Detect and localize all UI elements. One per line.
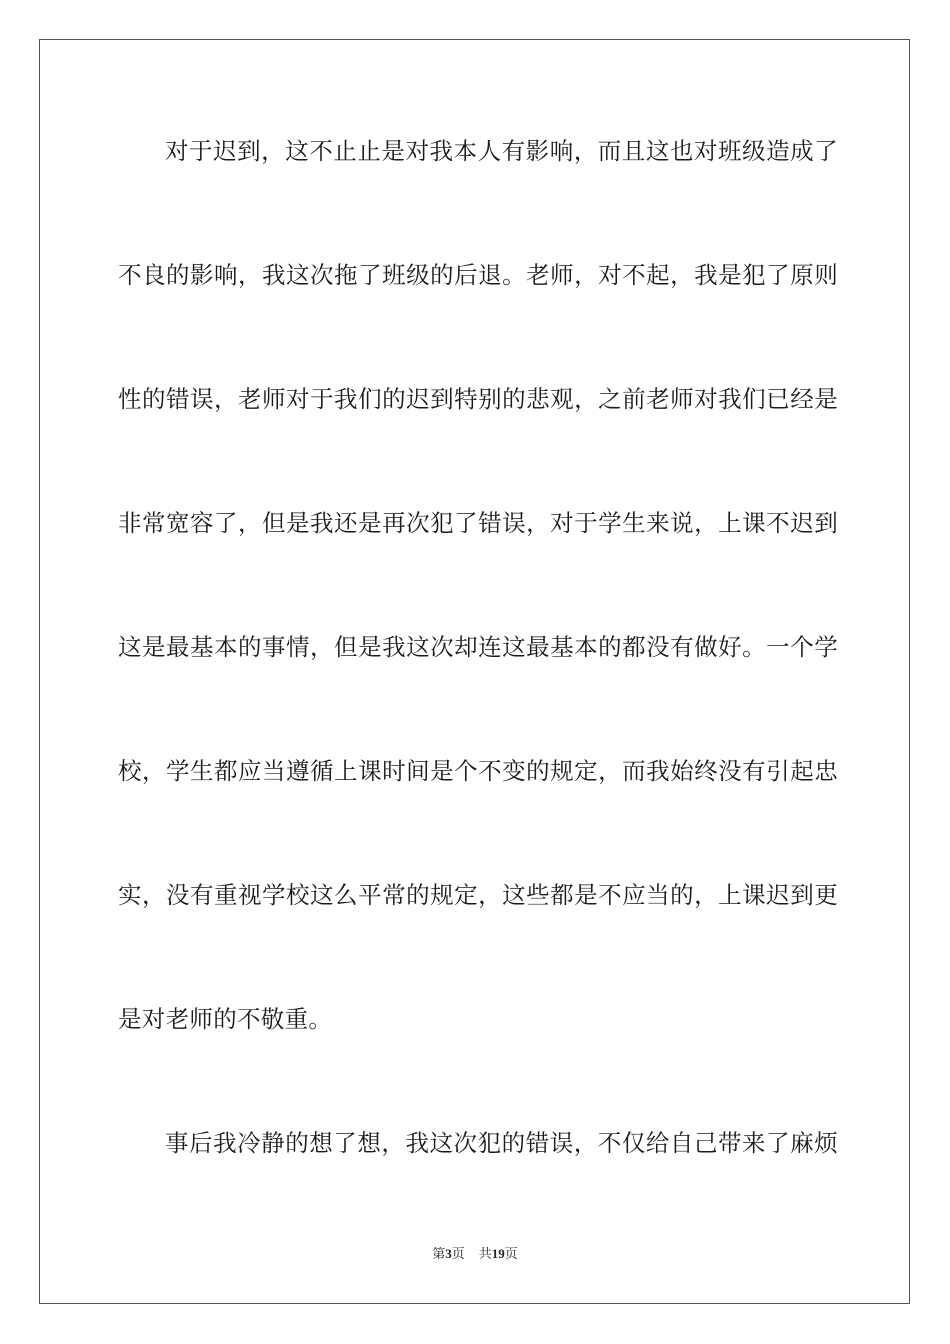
paragraph-2-line-1: 事后我冷静的想了想，我这次犯的错误，不仅给自己带来了麻烦 xyxy=(165,1129,838,1157)
paragraph-1-line-8: 是对老师的不敬重。 xyxy=(118,1005,333,1033)
paragraph-1-line-7: 实，没有重视学校这么平常的规定，这些都是不应当的，上课迟到更 xyxy=(118,881,838,909)
page-footer xyxy=(0,1245,950,1263)
footer-total-number: 19 xyxy=(491,1246,505,1261)
footer-page-number: 3 xyxy=(445,1246,452,1261)
paragraph-1-line-2: 不良的影响，我这次拖了班级的后退。老师，对不起，我是犯了原则 xyxy=(118,261,838,289)
footer-total-prefix: 共 xyxy=(478,1246,492,1261)
paragraph-1-line-6: 校，学生都应当遵循上课时间是个不变的规定，而我始终没有引起忠 xyxy=(118,757,838,785)
paragraph-1-line-3: 性的错误，老师对于我们的迟到特别的悲观，之前老师对我们已经是 xyxy=(118,385,838,413)
footer-page-suffix: 页 xyxy=(451,1246,465,1261)
page-border xyxy=(39,39,910,1304)
paragraph-1-line-4: 非常宽容了，但是我还是再次犯了错误，对于学生来说，上课不迟到 xyxy=(118,509,838,537)
paragraph-1-line-5: 这是最基本的事情，但是我这次却连这最基本的都没有做好。一个学 xyxy=(118,633,838,661)
paragraph-1-line-1: 对于迟到，这不止止是对我本人有影响，而且这也对班级造成了 xyxy=(165,137,838,165)
footer-total-suffix: 页 xyxy=(504,1246,518,1261)
footer-page-prefix: 第 xyxy=(432,1246,446,1261)
